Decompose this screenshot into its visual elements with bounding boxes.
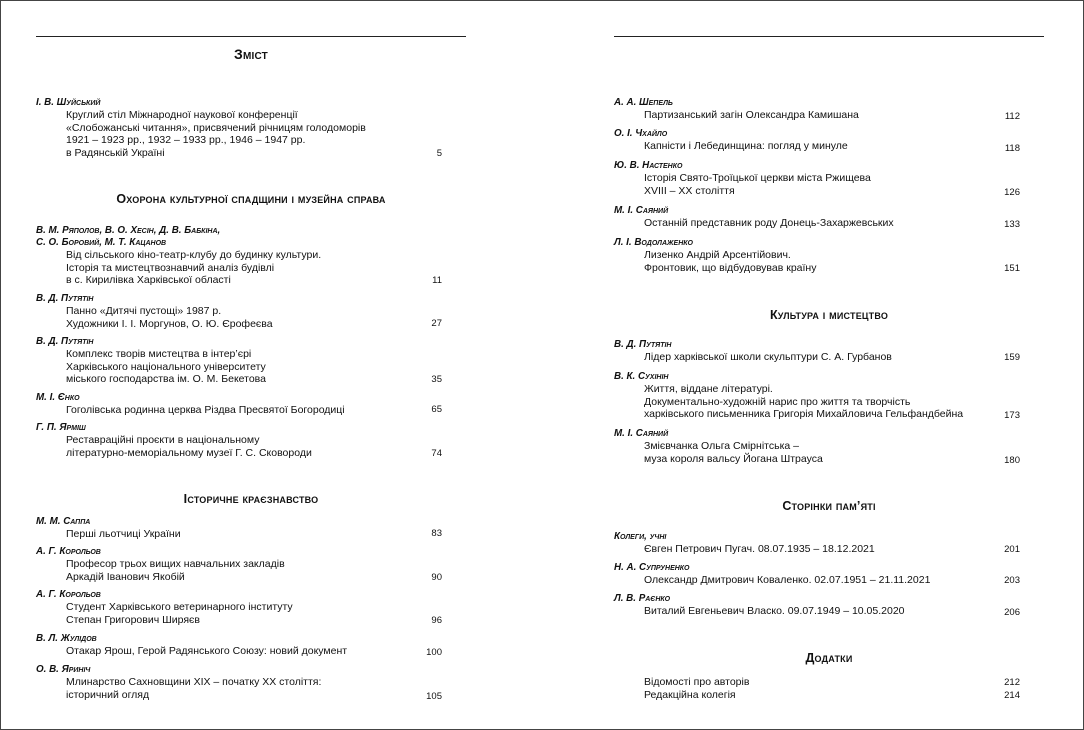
entry-author: М. І. Єнко <box>36 392 80 403</box>
entry-title-line: літературно-меморіальному музеї Г. С. Сковороди <box>66 446 312 459</box>
entry-title-line: Аркадій Іванович Якобій <box>66 570 185 583</box>
toc-entry[interactable] <box>614 531 1024 556</box>
toc-entry[interactable] <box>614 128 1024 153</box>
entry-author: В. Д. Путятін <box>614 339 672 350</box>
top-rule <box>614 36 1044 37</box>
entry-title-line: Історія та мистецтвознавчий аналіз будівлі <box>66 261 275 274</box>
page-number: 133 <box>1004 219 1020 230</box>
entry-title-line: Студент Харківського ветеринарного інституту <box>66 601 293 613</box>
page-number: 206 <box>1004 607 1020 618</box>
entry-author: О. І. Чхайло <box>614 128 668 139</box>
entry-title-line: Олександр Дмитрович Коваленко. 02.07.1951 – 21.11.2021 <box>644 574 931 586</box>
page-number: 112 <box>1004 111 1020 122</box>
entry-title-line: Останній представник роду Донець-Захаржевських <box>644 217 894 229</box>
entry-author: В. Д. Путятін <box>36 336 94 347</box>
page-number: 65 <box>431 404 442 415</box>
page-number: 212 <box>1004 677 1020 688</box>
toc-entry[interactable] <box>614 205 1024 230</box>
section-heading: Культура і мистецтво <box>769 308 889 322</box>
entry-author: В. М. Ряполов, В. О. Хесін, Д. В. Бабкіна, <box>36 225 221 236</box>
entry-author: А. Г. Корольов <box>36 589 101 600</box>
toc-entry[interactable] <box>36 589 446 626</box>
page-number: 159 <box>1004 352 1020 363</box>
entry-author: О. В. Яриніч <box>36 664 91 675</box>
contents-title: Зміст <box>234 46 268 62</box>
toc-entry[interactable] <box>36 422 446 459</box>
entry-title-line: Гоголівська родинна церква Різдва Пресвятої Богородиці <box>66 404 345 416</box>
entry-title-line: історичний огляд <box>66 688 150 701</box>
entry-title-line: Документально-художній нарис про життя та творчість <box>644 395 911 408</box>
toc-entry[interactable] <box>36 336 446 386</box>
entry-title-line: Млинарство Сахновщини ХІХ – початку ХХ століття: <box>66 676 322 688</box>
entry-author: Г. П. Ярміш <box>36 422 86 433</box>
entry-author: А. Г. Корольов <box>36 546 101 557</box>
entry-title-line: Фронтовик, що відбудовував країну <box>644 261 817 274</box>
toc-entry[interactable] <box>36 546 446 583</box>
toc-entry[interactable] <box>36 516 446 541</box>
page-number: 203 <box>1004 575 1020 586</box>
entry-author: М. І. Саяний <box>614 428 669 439</box>
toc-entry[interactable] <box>614 97 1024 122</box>
entry-title-line: Змієвчанка Ольга Смірнітська – <box>644 440 799 452</box>
page-number: 214 <box>1004 690 1020 701</box>
page-number: 35 <box>431 374 442 385</box>
entry-author: В. Л. Жулідов <box>36 633 97 644</box>
toc-entry[interactable] <box>614 562 1024 587</box>
entry-title-line: Редакційна колегія <box>644 689 736 701</box>
toc-entry[interactable] <box>36 225 446 287</box>
toc-entry[interactable] <box>614 428 1024 465</box>
page-number: 83 <box>431 528 442 539</box>
entry-title-line: міського господарства ім. О. М. Бекетова <box>66 373 266 386</box>
entry-title-line: в с. Кирилівка Харківської області <box>66 274 231 287</box>
section-heading: Сторінки пам’яті <box>782 499 876 513</box>
entry-title-line: Панно «Дитячі пустощі» 1987 р. <box>66 305 222 317</box>
entry-title-line: XVIII – XX століття <box>644 184 735 197</box>
entry-title-line: Степан Григорович Ширяєв <box>66 613 200 626</box>
entry-title-line: харківського письменника Григорія Михайловича Гельфандбейна <box>644 408 964 421</box>
entry-title-line: Від сільського кіно-театр-клубу до будинку культури. <box>66 249 322 261</box>
toc-entry[interactable] <box>614 676 1024 689</box>
entry-author-cont: С. О. Боровий, М. Т. Кацанов <box>36 237 167 248</box>
entry-title-line: Лизенко Андрій Арсентійович. <box>644 249 791 261</box>
entry-title-line: Комплекс творів мистецтва в інтер’єрі <box>66 348 252 360</box>
entry-title-line: Капністи і Лебединщина: погляд у минуле <box>644 140 848 152</box>
entry-author: Ю. В. Настенко <box>614 160 683 171</box>
entry-author: Колеги, учні <box>614 531 667 542</box>
toc-entry[interactable] <box>614 689 1024 702</box>
right-page <box>614 0 1044 730</box>
entry-author: Л. В. Раєнко <box>614 593 671 604</box>
page-number: 126 <box>1004 187 1020 198</box>
section-heading: Додатки <box>805 651 853 665</box>
page-number: 201 <box>1004 544 1020 555</box>
toc-entry[interactable] <box>614 160 1024 197</box>
entry-title-line: Перші льотчиці України <box>66 528 181 540</box>
page-number: 180 <box>1004 455 1020 466</box>
entry-author: М. М. Саппа <box>36 516 91 527</box>
toc-entry[interactable] <box>36 293 446 330</box>
entry-title-line: Круглий стіл Міжнародної наукової конференції <box>66 109 298 121</box>
entry-title-line: Євген Петрович Пугач. 08.07.1935 – 18.12.2021 <box>644 543 875 555</box>
page-number: 74 <box>431 448 442 459</box>
entry-title-line: Реставраційні проєкти в національному <box>66 434 260 446</box>
page-number: 100 <box>426 647 442 658</box>
entry-title-line: муза короля вальсу Йогана Штрауса <box>644 452 823 465</box>
entry-title-line: Партизанський загін Олександра Камишана <box>644 109 859 121</box>
toc-entry[interactable] <box>614 593 1024 618</box>
entry-title-line: Отакар Ярош, Герой Радянського Союзу: новий документ <box>66 645 348 657</box>
entry-title-line: Відомості про авторів <box>644 676 750 688</box>
toc-entry[interactable] <box>614 371 1024 421</box>
page-number: 105 <box>426 691 442 702</box>
page-number: 90 <box>431 572 442 583</box>
page-number: 11 <box>432 275 442 286</box>
entry-author: І. В. Шуйський <box>36 97 101 108</box>
entry-title-line: Харківського національного університету <box>66 360 266 373</box>
entry-title-line: Історія Свято-Троїцької церкви міста Ржищева <box>644 172 871 184</box>
toc-entry[interactable] <box>36 97 446 159</box>
entry-title-line: Виталий Евгеньевич Власко. 09.07.1949 – 10.05.2020 <box>644 605 905 617</box>
entry-author: А. А. Шепель <box>614 97 673 108</box>
entry-author: Н. А. Супруненко <box>614 562 690 573</box>
entry-author: Л. І. Водолаженко <box>614 237 693 248</box>
toc-entry[interactable] <box>36 664 446 701</box>
page-number: 118 <box>1004 143 1020 154</box>
entry-author: В. Д. Путятін <box>36 293 94 304</box>
entry-title-line: Життя, віддане літературі. <box>644 383 773 395</box>
entry-author: В. К. Сухінін <box>614 371 669 382</box>
top-rule <box>36 36 466 37</box>
page-number: 96 <box>431 615 442 626</box>
entry-title-line: Художники І. І. Моргунов, О. Ю. Єрофеєва <box>66 317 273 330</box>
toc-entry[interactable] <box>36 633 446 658</box>
entry-title-line: 1921 – 1923 рр., 1932 – 1933 рр., 1946 – 1947 рр. <box>66 134 306 147</box>
page-number: 27 <box>431 318 442 329</box>
entry-title-line: Професор трьох вищих навчальних закладів <box>66 558 285 570</box>
entry-title-line: Лідер харківської школи скульптури С. А. Гурбанов <box>644 351 892 363</box>
entry-title-line: в Радянській Україні <box>66 146 165 159</box>
page-number: 173 <box>1004 410 1020 421</box>
page-number: 151 <box>1004 263 1020 274</box>
page-number: 5 <box>436 148 442 159</box>
entry-author: М. І. Саяний <box>614 205 669 216</box>
section-heading: Охорона культурної спадщини і музейна справа <box>116 192 386 206</box>
toc-entry[interactable] <box>614 237 1024 274</box>
toc-entry[interactable] <box>36 392 446 417</box>
section-heading: Історичне краєзнавство <box>183 492 319 506</box>
left-page <box>36 0 466 730</box>
toc-entry[interactable] <box>614 339 1024 364</box>
entry-title-line: «Слобожанські читання», присвячений річницям голодоморів <box>66 121 366 134</box>
